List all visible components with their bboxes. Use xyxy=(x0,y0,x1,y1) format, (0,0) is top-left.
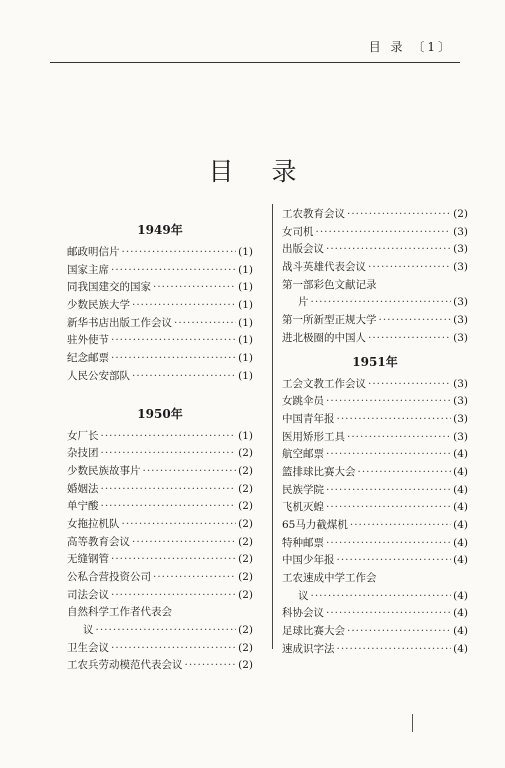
entry-page: (3) xyxy=(453,395,468,408)
toc-entry xyxy=(67,315,253,333)
toc-entry xyxy=(67,428,253,446)
entry-title: 国家主席 xyxy=(67,263,109,276)
leader-dots xyxy=(337,641,452,659)
entry-page: (4) xyxy=(453,465,468,478)
entry-title: 女司机 xyxy=(282,225,314,238)
toc-entry xyxy=(67,445,253,463)
toc-entry xyxy=(282,588,468,606)
entry-title: 无缝钢管 xyxy=(67,553,109,566)
entry-page: (2) xyxy=(238,535,253,548)
toc-entry xyxy=(282,330,468,348)
bottom-mark xyxy=(412,714,413,732)
entry-title: 少数民族大学 xyxy=(67,299,130,312)
entry-title: 民族学院 xyxy=(282,483,324,496)
leader-dots xyxy=(111,262,236,280)
leader-dots xyxy=(326,393,451,411)
entry-page: (3) xyxy=(453,331,468,344)
leader-dots xyxy=(326,605,451,623)
leader-dots xyxy=(350,517,451,535)
toc-entry xyxy=(67,498,253,516)
entry-page: (4) xyxy=(453,554,468,567)
toc-entry xyxy=(67,350,253,368)
entry-page: (1) xyxy=(238,263,253,276)
toc-entry xyxy=(67,368,253,386)
entry-title: 邮政明信片 xyxy=(67,246,120,258)
year-heading: 1950年 xyxy=(137,406,183,421)
entry-title: 女厂长 xyxy=(67,429,99,442)
entry-page: (4) xyxy=(453,536,468,549)
toc-entry xyxy=(67,244,253,262)
entry-title: 议 xyxy=(83,624,94,637)
entry-title: 女拖拉机队 xyxy=(67,517,120,530)
leader-dots xyxy=(337,552,452,570)
entry-title: 医用矫形工具 xyxy=(282,430,345,443)
toc-entry xyxy=(282,482,468,500)
entry-page: (3) xyxy=(453,377,468,390)
toc-entry xyxy=(282,429,468,447)
toc-entry xyxy=(67,279,253,297)
entry-page: (4) xyxy=(453,607,468,620)
right-column xyxy=(282,206,468,659)
entry-title: 纪念邮票 xyxy=(67,352,109,365)
leader-dots xyxy=(326,499,451,517)
toc-entry xyxy=(67,297,253,315)
entry-title: 人民公安部队 xyxy=(67,369,130,382)
entry-title: 同我国建交的国家 xyxy=(67,281,151,294)
entry-page: (2) xyxy=(238,624,253,637)
leader-dots xyxy=(311,588,452,606)
leader-dots xyxy=(326,482,451,500)
entry-title: 自然科学工作者代表会 xyxy=(67,606,172,619)
entry-title: 驻外使节 xyxy=(67,334,109,347)
entry-page: (4) xyxy=(453,625,468,638)
entry-page: (1) xyxy=(238,316,253,329)
entry-title: 单宁酸 xyxy=(67,500,99,513)
page-title: 目录 xyxy=(208,157,335,186)
entry-page: (2) xyxy=(238,482,253,495)
entry-title: 飞机灭蝗 xyxy=(282,501,324,514)
entry-page: (1) xyxy=(238,334,253,347)
entry-page: (4) xyxy=(453,483,468,496)
entry-page: (4) xyxy=(453,589,468,602)
toc-entry xyxy=(282,535,468,553)
toc-entry xyxy=(282,224,468,242)
toc-entry xyxy=(67,332,253,350)
leader-dots xyxy=(368,259,451,277)
toc-entry xyxy=(67,640,253,658)
entry-title: 战斗英雄代表会议 xyxy=(282,261,366,274)
toc-entry xyxy=(282,376,468,394)
leader-dots xyxy=(316,224,452,242)
toc-entry xyxy=(282,641,468,659)
entry-page: (2) xyxy=(238,571,253,583)
entry-title: 工农教育会议 xyxy=(282,208,345,220)
leader-dots xyxy=(153,569,236,587)
entry-page: (1) xyxy=(238,246,253,258)
entry-page: (2) xyxy=(453,208,468,220)
entry-page: (1) xyxy=(238,429,253,442)
toc-entry xyxy=(67,551,253,569)
entry-page: (4) xyxy=(453,642,468,655)
entry-page: (3) xyxy=(453,225,468,238)
leader-dots xyxy=(337,411,452,429)
entry-page: (2) xyxy=(238,641,253,654)
entry-title: 杂技团 xyxy=(67,447,99,460)
entry-page: (2) xyxy=(238,447,253,460)
leader-dots xyxy=(111,587,236,605)
entry-title: 中国青年报 xyxy=(282,412,335,425)
entry-title: 65马力截煤机 xyxy=(282,519,348,531)
leader-dots xyxy=(153,279,236,297)
leader-dots xyxy=(122,244,237,262)
leader-dots xyxy=(311,294,452,312)
entry-title: 中国少年报 xyxy=(282,554,335,567)
entry-title: 议 xyxy=(298,589,309,602)
toc-entry xyxy=(67,657,253,675)
entry-page: (3) xyxy=(453,314,468,327)
toc-entry xyxy=(67,534,253,552)
entry-title: 科协会议 xyxy=(282,607,324,620)
leader-dots xyxy=(347,429,451,447)
entry-page: (4) xyxy=(453,501,468,514)
leader-dots xyxy=(326,241,451,259)
toc-entry xyxy=(282,411,468,429)
entry-title: 进北极圈的中国人 xyxy=(282,331,366,344)
toc-entry xyxy=(282,294,468,312)
entry-page: (1) xyxy=(238,352,253,365)
entry-page: (3) xyxy=(453,430,468,443)
entry-title: 出版会议 xyxy=(282,243,324,256)
leader-dots xyxy=(111,551,236,569)
leader-dots xyxy=(132,368,236,386)
entry-page: (2) xyxy=(238,517,253,530)
toc-entry xyxy=(67,481,253,499)
entry-title: 第一部彩色文献记录 xyxy=(282,278,377,291)
entry-title: 篮排球比赛大会 xyxy=(282,465,356,478)
entry-title: 女跳伞员 xyxy=(282,395,324,408)
entry-title: 工会文教工作会议 xyxy=(282,377,366,390)
toc-entry xyxy=(67,604,253,622)
toc-entry xyxy=(282,206,468,224)
toc-entry xyxy=(282,241,468,259)
entry-page: (3) xyxy=(453,296,468,309)
leader-dots xyxy=(174,315,236,333)
toc-entry xyxy=(282,623,468,641)
toc-entry xyxy=(282,570,468,588)
column-divider xyxy=(272,204,273,649)
leader-dots xyxy=(326,446,451,464)
toc-entry xyxy=(67,262,253,280)
year-heading: 1949年 xyxy=(137,223,183,237)
entry-title: 卫生会议 xyxy=(67,641,109,654)
toc-entry xyxy=(67,622,253,640)
leader-dots xyxy=(358,464,452,482)
entry-title: 特种邮票 xyxy=(282,536,324,549)
entry-title: 新华书店出版工作会议 xyxy=(67,316,172,329)
entry-page: (1) xyxy=(238,299,253,312)
toc-entry xyxy=(67,516,253,534)
entry-title: 婚姻法 xyxy=(67,482,99,495)
entry-title: 足球比赛大会 xyxy=(282,625,345,638)
entry-title: 第一所新型正规大学 xyxy=(282,314,377,327)
entry-page: (1) xyxy=(238,369,253,382)
leader-dots xyxy=(111,350,236,368)
entry-page: (2) xyxy=(238,553,253,566)
leader-dots xyxy=(101,428,237,446)
leader-dots xyxy=(101,481,237,499)
toc-entry xyxy=(282,259,468,277)
entry-page: (4) xyxy=(453,519,468,531)
leader-dots xyxy=(347,206,451,224)
toc-entry xyxy=(67,463,253,481)
toc-entry xyxy=(282,312,468,330)
entry-page: (2) xyxy=(238,500,253,513)
toc-entry xyxy=(282,552,468,570)
entry-title: 航空邮票 xyxy=(282,448,324,461)
leader-dots xyxy=(96,622,237,640)
entry-page: (2) xyxy=(238,659,253,672)
left-column xyxy=(67,216,253,675)
toc-entry xyxy=(67,569,253,587)
entry-title: 高等教育会议 xyxy=(67,535,130,548)
entry-title: 片 xyxy=(298,296,309,309)
toc-entry xyxy=(282,277,468,295)
leader-dots xyxy=(326,535,451,553)
toc-entry xyxy=(282,393,468,411)
leader-dots xyxy=(101,445,237,463)
entry-title: 速成识字法 xyxy=(282,642,335,655)
leader-dots xyxy=(368,376,451,394)
entry-page: (2) xyxy=(238,588,253,601)
leader-dots xyxy=(185,657,237,675)
header-rule xyxy=(50,62,460,63)
year-heading: 1951年 xyxy=(352,354,398,369)
entry-title: 工农兵劳动模范代表会议 xyxy=(67,659,183,672)
entry-title: 工农速成中学工作会 xyxy=(282,572,377,585)
entry-title: 少数民族故事片 xyxy=(67,464,141,477)
running-header: 目 录 〔1〕 xyxy=(368,40,453,54)
toc-entry xyxy=(282,464,468,482)
leader-dots xyxy=(368,330,451,348)
toc-entry xyxy=(67,587,253,605)
section-spacer xyxy=(67,386,253,400)
entry-title: 司法会议 xyxy=(67,588,109,601)
leader-dots xyxy=(132,534,236,552)
toc-entry xyxy=(282,446,468,464)
leader-dots xyxy=(111,332,236,350)
leader-dots xyxy=(111,640,236,658)
leader-dots xyxy=(347,623,451,641)
entry-page: (3) xyxy=(453,412,468,425)
leader-dots xyxy=(379,312,452,330)
entry-title: 公私合营投资公司 xyxy=(67,571,151,583)
entry-page: (4) xyxy=(453,448,468,461)
leader-dots xyxy=(122,516,237,534)
entry-page: (3) xyxy=(453,243,468,256)
leader-dots xyxy=(132,297,236,315)
leader-dots xyxy=(101,498,237,516)
toc-entry xyxy=(282,499,468,517)
entry-page: (1) xyxy=(238,281,253,294)
toc-entry xyxy=(282,517,468,535)
leader-dots xyxy=(143,463,237,481)
entry-page: (3) xyxy=(453,261,468,274)
entry-page: (2) xyxy=(238,464,253,477)
toc-entry xyxy=(282,605,468,623)
